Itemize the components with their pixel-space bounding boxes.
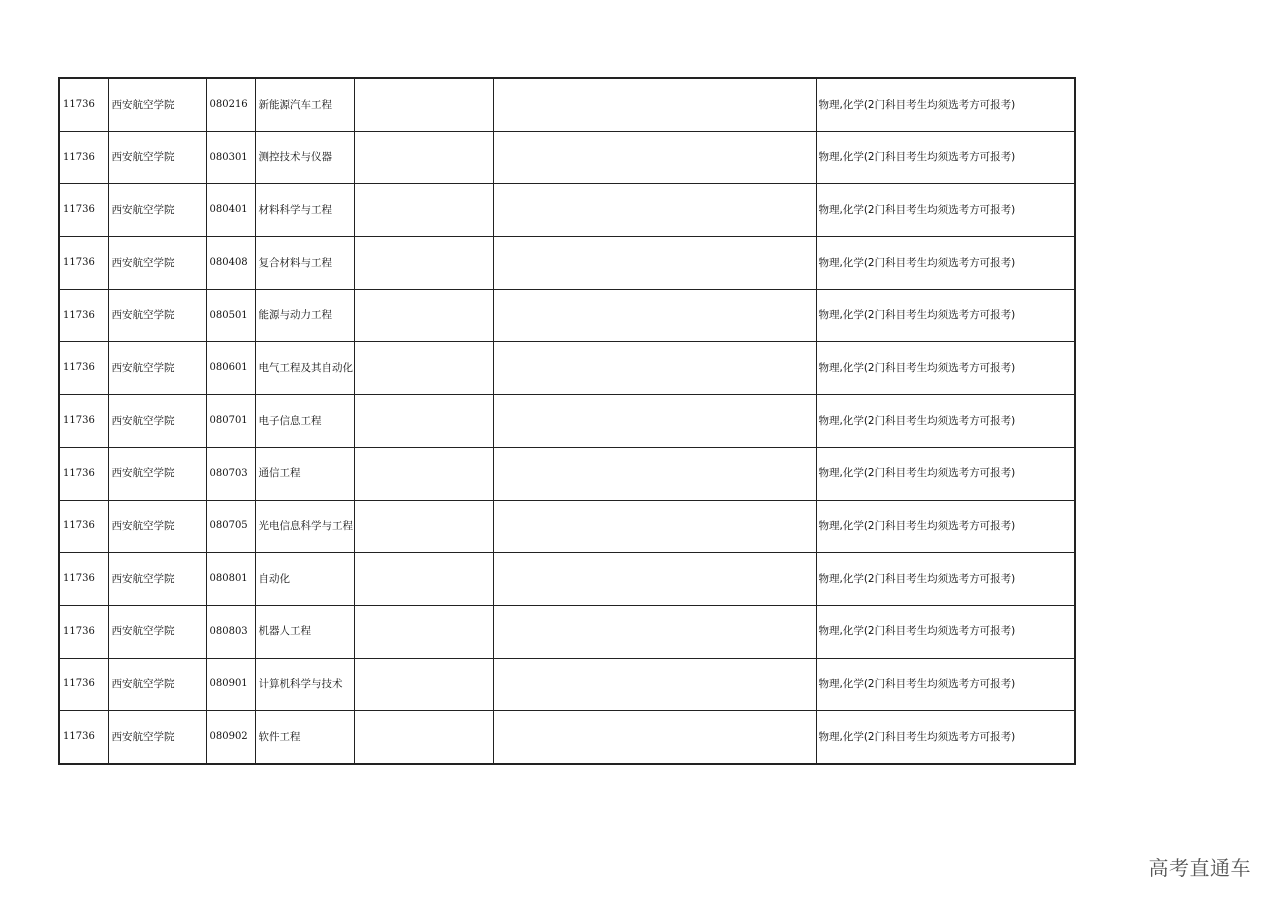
major-code-cell: 080801 [206, 553, 255, 606]
major-name-cell: 能源与动力工程 [255, 289, 354, 342]
school-code-cell: 11736 [59, 395, 108, 448]
major-name-cell: 自动化 [255, 553, 354, 606]
table-row [59, 447, 1075, 500]
table-row [59, 395, 1075, 448]
table-row [59, 184, 1075, 237]
major-name-cell: 复合材料与工程 [255, 237, 354, 290]
blank-cell [493, 78, 816, 131]
blank-cell [354, 184, 493, 237]
major-name-cell: 电子信息工程 [255, 395, 354, 448]
table-row [59, 78, 1075, 131]
major-name-cell: 软件工程 [255, 711, 354, 764]
school-code-cell: 11736 [59, 711, 108, 764]
school-code-cell: 11736 [59, 78, 108, 131]
school-code-cell: 11736 [59, 500, 108, 553]
subject-requirement-cell: 物理,化学(2门科目考生均须选考方可报考) [816, 289, 1075, 342]
major-name-cell: 材料科学与工程 [255, 184, 354, 237]
major-code-cell: 080901 [206, 658, 255, 711]
major-code-cell: 080301 [206, 131, 255, 184]
subject-requirement-cell: 物理,化学(2门科目考生均须选考方可报考) [816, 500, 1075, 553]
subject-requirement-cell: 物理,化学(2门科目考生均须选考方可报考) [816, 395, 1075, 448]
school-name-cell: 西安航空学院 [108, 447, 206, 500]
school-code-cell: 11736 [59, 447, 108, 500]
table-row [59, 131, 1075, 184]
blank-cell [354, 395, 493, 448]
blank-cell [354, 447, 493, 500]
subject-requirement-cell: 物理,化学(2门科目考生均须选考方可报考) [816, 553, 1075, 606]
school-name-cell: 西安航空学院 [108, 711, 206, 764]
blank-cell [493, 447, 816, 500]
table-row [59, 342, 1075, 395]
school-name-cell: 西安航空学院 [108, 395, 206, 448]
blank-cell [493, 237, 816, 290]
major-code-cell: 080501 [206, 289, 255, 342]
school-name-cell: 西安航空学院 [108, 342, 206, 395]
major-name-cell: 光电信息科学与工程 [255, 500, 354, 553]
subject-requirement-cell: 物理,化学(2门科目考生均须选考方可报考) [816, 711, 1075, 764]
table-row [59, 289, 1075, 342]
school-name-cell: 西安航空学院 [108, 237, 206, 290]
major-name-cell: 新能源汽车工程 [255, 78, 354, 131]
table-row [59, 553, 1075, 606]
blank-cell [354, 78, 493, 131]
blank-cell [354, 289, 493, 342]
blank-cell [354, 711, 493, 764]
major-name-cell: 通信工程 [255, 447, 354, 500]
school-code-cell: 11736 [59, 605, 108, 658]
school-code-cell: 11736 [59, 237, 108, 290]
blank-cell [354, 237, 493, 290]
major-code-cell: 080408 [206, 237, 255, 290]
blank-cell [493, 500, 816, 553]
subject-requirement-cell: 物理,化学(2门科目考生均须选考方可报考) [816, 237, 1075, 290]
blank-cell [493, 605, 816, 658]
school-name-cell: 西安航空学院 [108, 553, 206, 606]
school-code-cell: 11736 [59, 184, 108, 237]
blank-cell [493, 658, 816, 711]
blank-cell [493, 131, 816, 184]
blank-cell [354, 500, 493, 553]
school-code-cell: 11736 [59, 553, 108, 606]
major-code-cell: 080701 [206, 395, 255, 448]
table-row [59, 711, 1075, 764]
school-name-cell: 西安航空学院 [108, 500, 206, 553]
subject-requirement-cell: 物理,化学(2门科目考生均须选考方可报考) [816, 342, 1075, 395]
major-code-cell: 080216 [206, 78, 255, 131]
watermark-logo-text: 高考直通车 [1148, 856, 1251, 880]
school-code-cell: 11736 [59, 289, 108, 342]
school-name-cell: 西安航空学院 [108, 605, 206, 658]
major-code-cell: 080601 [206, 342, 255, 395]
major-code-cell: 080401 [206, 184, 255, 237]
school-code-cell: 11736 [59, 131, 108, 184]
major-code-cell: 080902 [206, 711, 255, 764]
admission-table [58, 77, 1076, 765]
school-code-cell: 11736 [59, 658, 108, 711]
subject-requirement-cell: 物理,化学(2门科目考生均须选考方可报考) [816, 184, 1075, 237]
subject-requirement-cell: 物理,化学(2门科目考生均须选考方可报考) [816, 658, 1075, 711]
school-code-cell: 11736 [59, 342, 108, 395]
subject-requirement-cell: 物理,化学(2门科目考生均须选考方可报考) [816, 131, 1075, 184]
school-name-cell: 西安航空学院 [108, 289, 206, 342]
subject-requirement-cell: 物理,化学(2门科目考生均须选考方可报考) [816, 78, 1075, 131]
subject-requirement-cell: 物理,化学(2门科目考生均须选考方可报考) [816, 447, 1075, 500]
major-code-cell: 080703 [206, 447, 255, 500]
blank-cell [493, 395, 816, 448]
major-code-cell: 080803 [206, 605, 255, 658]
school-name-cell: 西安航空学院 [108, 658, 206, 711]
school-name-cell: 西安航空学院 [108, 131, 206, 184]
school-name-cell: 西安航空学院 [108, 184, 206, 237]
table-row [59, 237, 1075, 290]
blank-cell [354, 658, 493, 711]
blank-cell [493, 342, 816, 395]
subject-requirement-cell: 物理,化学(2门科目考生均须选考方可报考) [816, 605, 1075, 658]
blank-cell [354, 605, 493, 658]
blank-cell [493, 289, 816, 342]
blank-cell [354, 342, 493, 395]
major-name-cell: 测控技术与仪器 [255, 131, 354, 184]
school-name-cell: 西安航空学院 [108, 78, 206, 131]
blank-cell [493, 553, 816, 606]
blank-cell [354, 553, 493, 606]
blank-cell [493, 711, 816, 764]
blank-cell [493, 184, 816, 237]
major-name-cell: 计算机科学与技术 [255, 658, 354, 711]
table-row [59, 605, 1075, 658]
major-name-cell: 机器人工程 [255, 605, 354, 658]
major-code-cell: 080705 [206, 500, 255, 553]
table-row [59, 500, 1075, 553]
major-name-cell: 电气工程及其自动化 [255, 342, 354, 395]
blank-cell [354, 131, 493, 184]
table-body [59, 78, 1075, 764]
table-row [59, 658, 1075, 711]
